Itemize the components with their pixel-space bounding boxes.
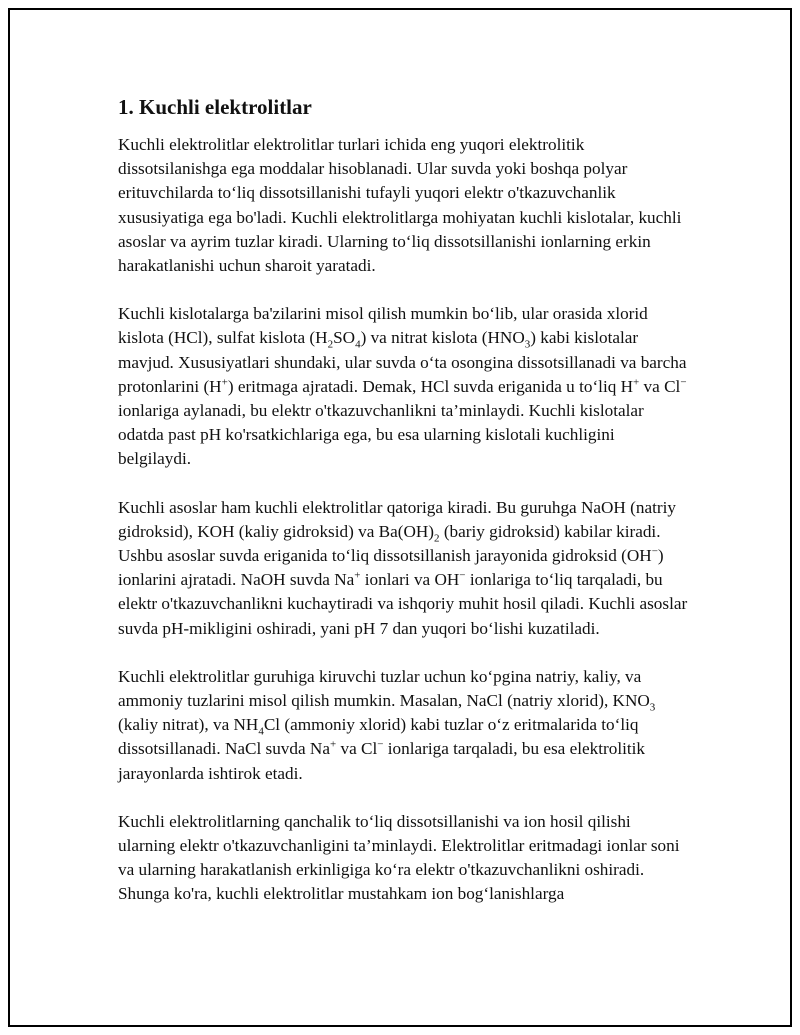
superscript: + — [633, 376, 640, 389]
text-run: Cl (ammoniy xlorid) kabi tuzlar o‘z eritmalarida to‘liq dissotsillanadi. NaCl suvda Na — [118, 715, 639, 759]
text-run: ionlariga tarqaladi, bu esa elektrolitik jarayonlarda ishtirok etadi. — [118, 739, 646, 783]
text-run: Kuchli elektrolitlar guruhiga kiruvchi tuzlar uchun ko‘pgina natriy, kaliy, va ammoniy tuzlarini misol qilish mumkin. Masalan, NaCl (natriy xlorid), KNO — [118, 666, 650, 711]
text-run: ionlariga to‘liq tarqaladi, bu elektr o'tkazuvchanlikni kuchaytiradi va ishqoriy muhit hosil qiladi. Kuchli asoslar suvda pH-mikligini oshiradi, yani pH 7 dan yuqori bo‘lishi kuzatiladi. — [118, 570, 688, 638]
text-run: Kuchli kislotalarga ba'zilarini misol qilish mumkin bo‘lib, ular orasida xlorid kislota (HCl), sulfat kislota (H — [118, 304, 648, 348]
text-run: ) ionlarini ajratadi. NaOH suvda Na — [118, 546, 664, 590]
text-run: (kaliy nitrat), va NH — [118, 715, 259, 735]
subscript: 3 — [524, 338, 531, 351]
subscript: 3 — [649, 701, 656, 714]
text-run: Kuchli elektrolitlar elektrolitlar turlari ichida eng yuqori elektrolitik dissotsilanishga ega moddalar hisoblanadi. Ular suvda yoki boshqa polyar erituvchilarda to‘liq dissotsillanishi tufayli yuqori elektr o'tkazuvchanlik xususiyatiga ega bo'ladi. Kuchli elektrolitlarga mohiyatan kuchli kislotalar, kuchli asoslar va ayrim tuzlar kiradi. Ularning to‘liq dissotsillanishi ionlarning erkin harakatlanishi uchun sharoit yaratadi. — [118, 135, 682, 276]
text-run: Kuchli asoslar ham kuchli elektrolitlar qatoriga kiradi. Bu guruhga NaOH (natriy gidroksid), KOH (kaliy gidroksid) va Ba(OH) — [118, 497, 676, 541]
paragraph-intro — [118, 133, 690, 278]
superscript: − — [377, 738, 384, 751]
text-run: ) kabi kislotalar mavjud. Xususiyatlari shundaki, ular suvda o‘ta osongina dissotsillanadi va barcha protonlarini (H — [118, 328, 687, 396]
section-heading: 1. Kuchli elektrolitlar — [118, 95, 312, 119]
text-run: ) eritmaga ajratadi. Demak, HCl suvda eriganida u to‘liq H — [227, 376, 634, 396]
paragraph-strong-bases — [118, 496, 690, 641]
text-run: ionlari va OH — [360, 570, 460, 590]
text-run: va Cl — [639, 376, 681, 396]
superscript: + — [329, 738, 337, 751]
subscript: 2 — [327, 338, 334, 351]
subscript: 4 — [355, 338, 361, 351]
superscript: + — [354, 569, 361, 582]
text-run: SO — [333, 328, 356, 348]
superscript: + — [221, 376, 228, 389]
superscript: − — [680, 376, 687, 389]
text-run: Kuchli elektrolitlarning qanchalik to‘liq dissotsillanishi va ion hosil qilishi ularning elektr o'tkazuvchanligini ta’minlaydi. Elektrolitlar eritmadagi ionlar soni va ularning harakatlanish erkinligiga ko‘ra elektr o'tkazuvchanlikni oshiradi. Shunga ko'ra, kuchli elektrolitlar mustahkam ion bog‘lanishlarga — [118, 811, 680, 904]
text-run: va Cl — [336, 739, 378, 759]
superscript: − — [459, 569, 466, 582]
paragraph-salts — [118, 665, 690, 786]
text-run: (bariy gidroksid) kabilar kiradi. Ushbu asoslar suvda eriganida to‘liq dissotsillanish jarayonida gidroksid (OH — [118, 521, 661, 566]
subscript: 4 — [258, 725, 264, 738]
superscript: − — [651, 545, 658, 558]
paragraph-conductivity — [118, 810, 690, 907]
subscript: 2 — [434, 532, 440, 545]
document-body — [118, 93, 690, 931]
text-run: ionlariga aylanadi, bu elektr o'tkazuvchanlikni ta’minlaydi. Kuchli kislotalar odatda past pH ko'rsatkichlariga ega, bu esa ularning kislotali kuchligini belgilaydi. — [118, 401, 644, 469]
paragraph-strong-acids — [118, 302, 690, 471]
text-run: ) va nitrat kislota (HNO — [360, 328, 525, 348]
